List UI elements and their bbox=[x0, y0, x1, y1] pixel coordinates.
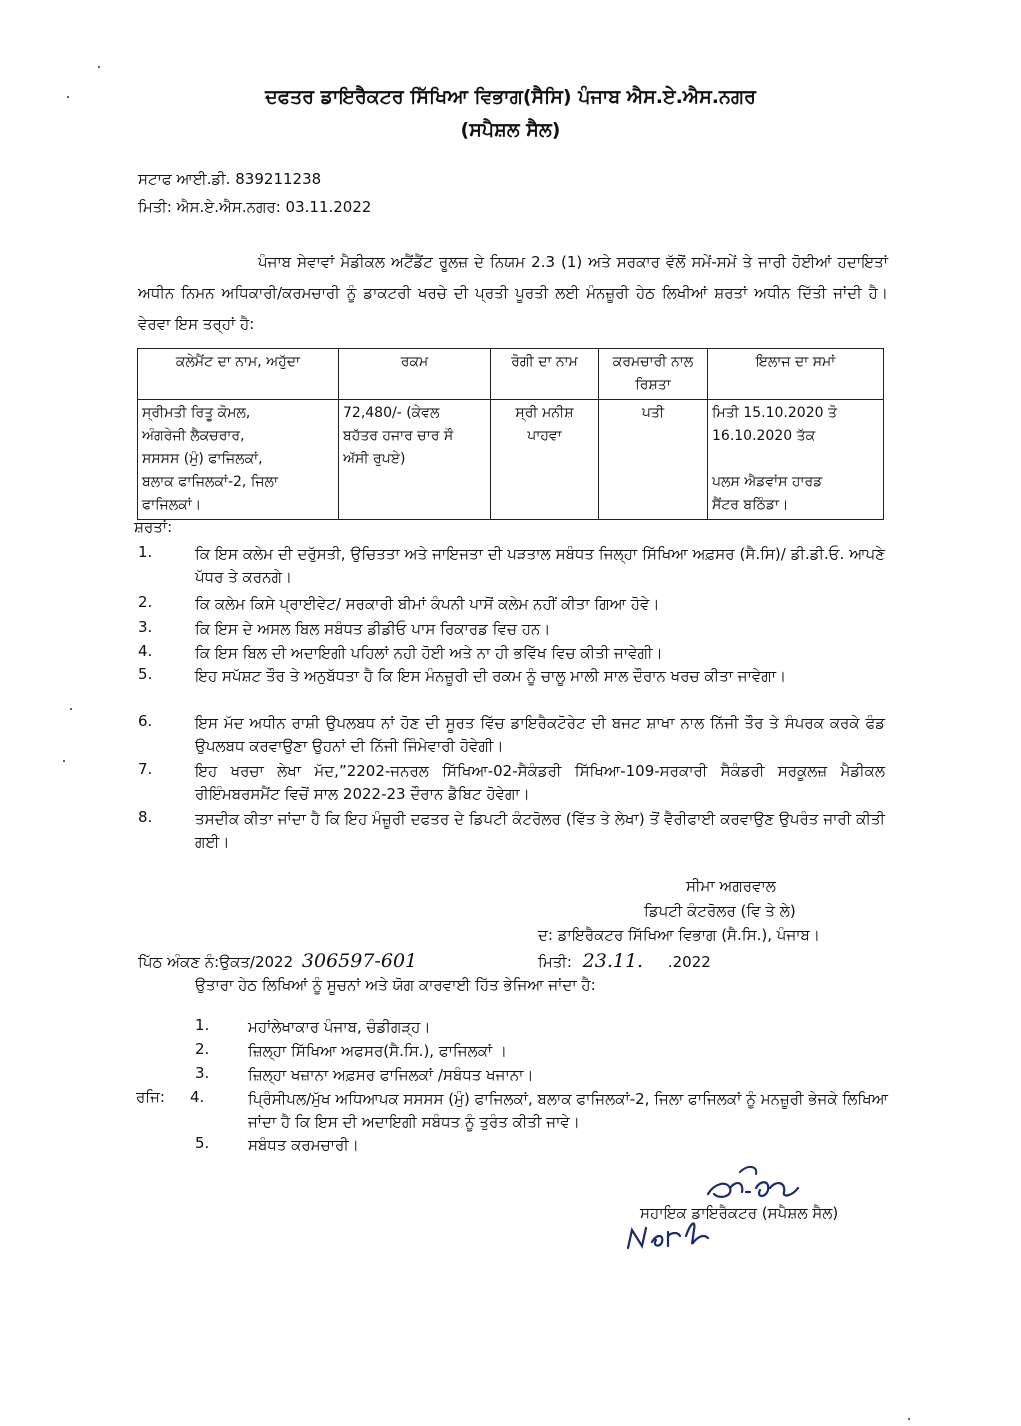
assistant-director-designation: ਸਹਾਇਕ ਡਾਇਰੈਕਟਰ (ਸਪੈਸ਼ਲ ਸੈਲ) bbox=[640, 1204, 839, 1222]
signatory-office: ਦ: ਡਾਇਰੈਕਟਰ ਸਿੱਖਿਆ ਵਿਭਾਗ (ਸੈ.ਸਿ.), ਪੰਜਾਬ। bbox=[538, 926, 821, 944]
endorsement-number: ਪਿੱਠ ਅੰਕਣ ਨੰ:ਉਕਤ/2022 306597-601 bbox=[138, 950, 418, 972]
handwritten-signature-upper bbox=[700, 1158, 810, 1208]
condition-text: ਇਹ ਸਪੱਸ਼ਟ ਤੌਰ ਤੇ ਅਨੁਬੱਧਤਾ ਹੈ ਕਿ ਇਸ ਮੰਨਜ਼ੂਰੀ ਦੀ ਰਕਮ ਨੂੰ ਚਾਲੂ ਮਾਲੀ ਸਾਲ ਦੌਰਾਨ ਖਰਚ ਕੀਤਾ ਜਾਵੇਗਾ। bbox=[195, 667, 787, 685]
handwritten-date: 23.11. bbox=[582, 950, 644, 972]
handwritten-endorsement-number: 306597-601 bbox=[301, 950, 418, 972]
header-relation: ਕਰਮਚਾਰੀ ਨਾਲ ਰਿਸ਼ਤਾ bbox=[599, 349, 708, 400]
header-claimant: ਕਲੇਮੈਂਟ ਦਾ ਨਾਮ, ਅਹੁੱਦਾ bbox=[138, 349, 339, 400]
condition-text: ਇਸ ਮੱਦ ਅਧੀਨ ਰਾਸ਼ੀ ਉਪਲਬਧ ਨਾਂ ਹੋਣ ਦੀ ਸੂਰਤ ਵਿੱਚ ਡਾਇਰੈਕਟੋਰੇਟ ਦੀ ਬਜਟ ਸ਼ਾਖਾ ਨਾਲ ਨਿੱਜੀ ਤੌਰ ਤੇ ਸੰਪਰਕ ਕਰਕੇ ਫੰਡ ਉਪਲਬਧ ਕਰਵਾਉਣਾ ਉਹਨਾਂ ਦੀ ਨਿੱਜੀ ਜਿੰਮੇਵਾਰੀ ਹੋਵੇਗੀ। bbox=[195, 714, 885, 755]
condition-number: 3. bbox=[138, 618, 153, 636]
claim-table bbox=[137, 348, 884, 520]
claim-table-header bbox=[138, 349, 884, 400]
cell-relation: ਪਤੀ bbox=[599, 400, 708, 520]
condition-number: 2. bbox=[138, 593, 153, 611]
copy-recipient: ਸਬੰਧਤ ਕਰਮਚਾਰੀ। bbox=[248, 1136, 359, 1154]
scan-speck bbox=[98, 66, 100, 68]
condition-text: ਕਿ ਇਸ ਦੇ ਅਸਲ ਬਿਲ ਸਬੰਧਤ ਡੀਡੀਓ ਪਾਸ ਰਿਕਾਰਡ ਵਿਚ ਹਨ। bbox=[195, 620, 551, 638]
copy-recipient: ਜ਼ਿਲ੍ਹਾ ਖਜ਼ਾਨਾ ਅਫ਼ਸਰ ਫਾਜਿਲਕਾਂ /ਸਬੰਧਤ ਖਜਾਨਾ। bbox=[248, 1066, 534, 1084]
condition-number: 1. bbox=[138, 543, 153, 561]
cell-patient: ਸ੍ਰੀ ਮਨੀਸ਼ ਪਾਹਵਾ bbox=[491, 400, 599, 520]
condition-text: ਕਿ ਕਲੇਮ ਕਿਸੇ ਪ੍ਰਾਈਵੇਟ/ ਸਰਕਾਰੀ ਬੀਮਾਂ ਕੰਪਨੀ ਪਾਸੋਂ ਕਲੇਮ ਨਹੀਂ ਕੀਤਾ ਗਿਆ ਹੋਵੇ। bbox=[195, 595, 660, 613]
condition-number: 4. bbox=[138, 642, 153, 660]
cell-treatment: ਮਿਤੀ 15.10.2020 ਤੋ 16.10.2020 ਤੱਕ ਪਲਸ ਐਡਵਾਂਸ ਹਾਰਡ ਸੈਂਟਰ ਬਠਿੰਡਾ। bbox=[708, 400, 884, 520]
condition-number: 8. bbox=[138, 808, 153, 826]
signatory-designation: ਡਿਪਟੀ ਕੰਟਰੋਲਰ (ਵਿ ਤੇ ਲੇ) bbox=[644, 902, 796, 920]
copy-recipient: ਜ਼ਿਲ੍ਹਾ ਸਿੱਖਿਆ ਅਫਸਰ(ਸੈ.ਸਿ.), ਫਾਜਿਲਕਾਂ । bbox=[248, 1042, 508, 1060]
cell-claimant: ਸ੍ਰੀਮਤੀ ਰਿਤੂ ਕੋਮਲ, ਅੰਗਰੇਜੀ ਲੈਕਚਰਾਰ, ਸਸਸਸ (ਮੁੰ) ਫਾਜਿਲਕਾਂ, ਬਲਾਕ ਫਾਜਿਲਕਾਂ-2, ਜਿਲਾ ਫਾਜਿਲਕਾਂ। bbox=[138, 400, 339, 520]
header-patient: ਰੋਗੀ ਦਾ ਨਾਮ bbox=[491, 349, 599, 400]
condition-number: 6. bbox=[138, 712, 153, 730]
header-treatment: ਇਲਾਜ ਦਾ ਸਮਾਂ bbox=[708, 349, 884, 400]
endorsement-line: ਉਤਾਰਾ ਹੇਠ ਲਿਖਿਆਂ ਨੂੰ ਸੂਚਨਾਂ ਅਤੇ ਯੋਗ ਕਾਰਵਾਈ ਹਿੱਤ ਭੇਜਿਆ ਜਾਂਦਾ ਹੈ: bbox=[195, 976, 596, 994]
copy-number: 2. bbox=[195, 1040, 210, 1058]
condition-text: ਇਹ ਖਰਚਾ ਲੇਖਾ ਮੱਦ,”2202-ਜਨਰਲ ਸਿੱਖਿਆ-02-ਸੈਕੰਡਰੀ ਸਿੱਖਿਆ-109-ਸਰਕਾਰੀ ਸੈਕੰਡਰੀ ਸਰਕੂਲਜ਼ ਮੈਡੀਕਲ ਰੀਇੰਮਬਰਸਮੈਂਟ ਵਿਚੋਂ ਸਾਲ 2022-23 ਦੌਰਾਨ ਡੈਬਿਟ ਹੋਵੇਗਾ। bbox=[195, 762, 885, 803]
condition-number: 7. bbox=[138, 760, 153, 778]
intro-paragraph: ਪੰਜਾਬ ਸੇਵਾਵਾਂ ਮੈਡੀਕਲ ਅਟੈਂਡੈਂਟ ਰੂਲਜ਼ ਦੇ ਨਿਯਮ 2.3 (1) ਅਤੇ ਸਰਕਾਰ ਵੱਲੋਂ ਸਮੇਂ-ਸਮੇਂ ਤੇ ਜਾਰੀ ਹੋਈਆਂ ਹਦਾਇਤਾਂ ਅਧੀਨ ਨਿਮਨ ਅਧਿਕਾਰੀ/ਕਰਮਚਾਰੀ ਨੂੰ ਡਾਕਟਰੀ ਖਰਚੇ ਦੀ ਪ੍ਰਤੀ ਪੂਰਤੀ ਲਈ ਮੰਨਜ਼ੂਰੀ ਹੇਠ ਲਿਖੀਆਂ ਸ਼ਰਤਾਂ ਅਧੀਨ ਦਿੱਤੀ ਜਾਂਦੀ ਹੈ। ਵੇਰਵਾ ਇਸ ਤਰ੍ਹਾਂ ਹੈ: bbox=[138, 253, 888, 333]
header-amount: ਰਕਮ bbox=[339, 349, 491, 400]
condition-text: ਕਿ ਇਸ ਬਿਲ ਦੀ ਅਦਾਇਗੀ ਪਹਿਲਾਂ ਨਹੀ ਹੋਈ ਅਤੇ ਨਾ ਹੀ ਭਵਿੱਖ ਵਿਚ ਕੀਤੀ ਜਾਵੇਗੀ। bbox=[195, 644, 663, 662]
registered-label: ਰਜਿ: bbox=[136, 1088, 165, 1106]
scan-speck bbox=[63, 760, 65, 762]
document-title: ਦਫਤਰ ਡਾਇਰੈਕਟਰ ਸਿੱਖਿਆ ਵਿਭਾਗ(ਸੈਸਿ) ਪੰਜਾਬ ਐਸ.ਏ.ਐਸ.ਨਗਰ bbox=[265, 86, 756, 108]
endorsement-date: ਮਿਤੀ: 23.11. .2022 bbox=[538, 950, 711, 972]
condition-text: ਕਿ ਇਸ ਕਲੇਮ ਦੀ ਦਰੁੱਸਤੀ, ਉਚਿਤਤਾ ਅਤੇ ਜਾਇਜਤਾ ਦੀ ਪੜਤਾਲ ਸਬੰਧਤ ਜਿਲ੍ਹਾ ਸਿੱਖਿਆ ਅਫ਼ਸਰ (ਸੈ.ਸਿ)/ ਡੀ.ਡੀ.ਓ. ਆਪਣੇ ਪੱਧਰ ਤੇ ਕਰਨਗੇ। bbox=[195, 545, 885, 586]
conditions-label: ਸ਼ਰਤਾਂ: bbox=[134, 518, 173, 536]
copy-number: 4. bbox=[190, 1088, 205, 1106]
scan-speck bbox=[908, 1418, 910, 1420]
signatory-name: ਸੀਮਾ ਅਗਰਵਾਲ bbox=[686, 877, 776, 895]
cell-amount: 72,480/- (ਕੇਵਲ ਬਹੱਤਰ ਹਜਾਰ ਚਾਰ ਸੌ ਅੱਸੀ ਰੁਪਏ) bbox=[339, 400, 491, 520]
copy-number: 3. bbox=[195, 1064, 210, 1082]
document-subtitle: (ਸਪੈਸ਼ਲ ਸੈਲ) bbox=[460, 119, 561, 141]
copy-recipient: ਮਹਾਂਲੇਖਾਕਾਰ ਪੰਜਾਬ, ਚੰਡੀਗੜ੍ਹ। bbox=[248, 1018, 431, 1036]
copy-number: 5. bbox=[195, 1134, 210, 1152]
claim-table-row bbox=[138, 400, 884, 520]
condition-number: 5. bbox=[138, 665, 153, 683]
condition-text: ਤਸਦੀਕ ਕੀਤਾ ਜਾਂਦਾ ਹੈ ਕਿ ਇਹ ਮੰਜ਼ੂਰੀ ਦਫਤਰ ਦੇ ਡਿਪਟੀ ਕੰਟਰੋਲਰ (ਵਿੱਤ ਤੇ ਲੇਖਾ) ਤੋਂ ਵੈਰੀਫਾਈ ਕਰਵਾਉਣ ਉਪਰੰਤ ਜਾਰੀ ਕੀਤੀ ਗਈ। bbox=[195, 810, 885, 851]
scan-speck bbox=[70, 708, 72, 710]
issue-date: ਮਿਤੀ: ਐਸ.ਏ.ਐਸ.ਨਗਰ: 03.11.2022 bbox=[138, 198, 372, 216]
staff-id: ਸਟਾਫ ਆਈ.ਡੀ. 839211238 bbox=[138, 170, 322, 188]
copy-number: 1. bbox=[195, 1016, 210, 1034]
copy-recipient: ਪ੍ਰਿੰਸੀਪਲ/ਮੁੱਖ ਅਧਿਆਪਕ ਸਸਸਸ (ਮੁੰ) ਫਾਜਿਲਕਾਂ, ਬਲਾਕ ਫਾਜਿਲਕਾਂ-2, ਜਿਲਾ ਫਾਜਿਲਕਾਂ ਨੂੰ ਮਨਜ਼ੂਰੀ ਭੇਜਕੇ ਲਿਖਿਆ ਜਾਂਦਾ ਹੈ ਕਿ ਇਸ ਦੀ ਅਦਾਇਗੀ ਸਬੰਧਤ ਨੂੰ ਤੁਰੰਤ ਕੀਤੀ ਜਾਵੇ। bbox=[248, 1090, 888, 1131]
